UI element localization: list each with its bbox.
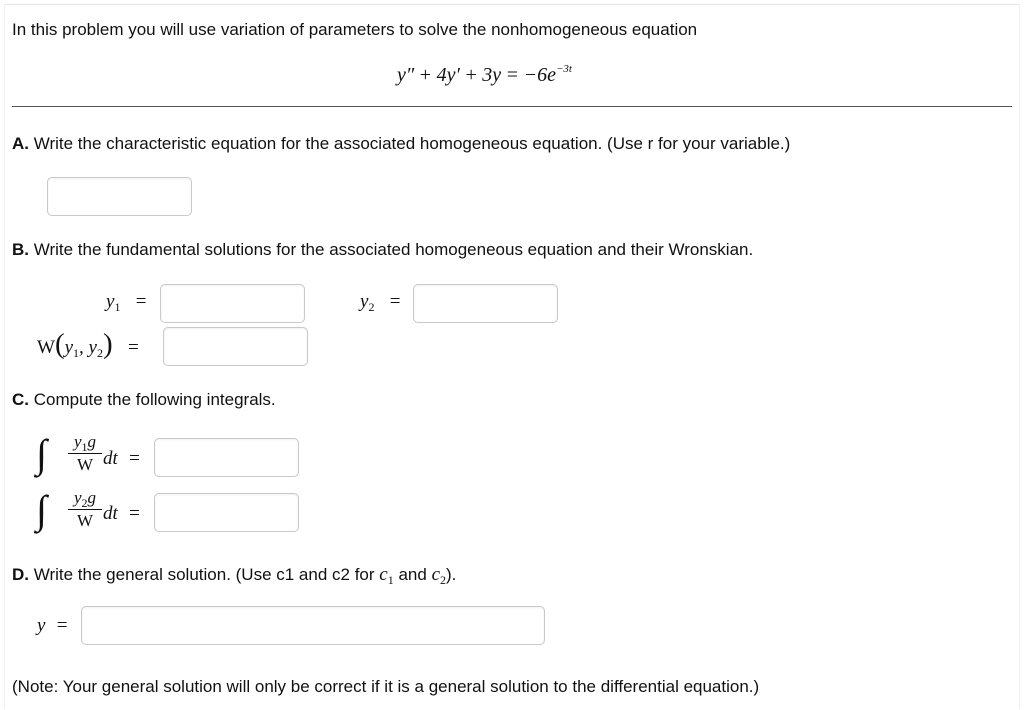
y2-label: $y_2$ =: [360, 291, 401, 314]
part-a-prompt: [12, 134, 790, 154]
part-a-letter: A.: [12, 134, 29, 153]
integral-sign-1: ∫: [36, 431, 47, 476]
part-c-prompt: [12, 390, 276, 410]
right-paren: ): [102, 328, 113, 360]
part-d-text: Write the general solution. (Use c1 and c2 for: [33, 565, 375, 584]
part-b-text: Write the fundamental solutions for the associated homogeneous equation and their Wronskian.: [33, 240, 754, 259]
integral-2-input[interactable]: [154, 493, 299, 532]
part-d-prompt: D. Write the general solution. (Use c1 and c2 for $c_1$ and $c_2$).: [12, 564, 457, 587]
part-b-letter: B.: [12, 240, 29, 259]
wronskian-input[interactable]: [163, 327, 308, 366]
eq-exponent: −3t: [555, 63, 572, 75]
eq-rhs: −6e: [523, 64, 556, 86]
part-d-letter: D.: [12, 565, 29, 584]
wronskian-w: W: [37, 337, 55, 358]
y1-label: $y_1$ =: [106, 291, 147, 314]
part-c-text: Compute the following integrals.: [33, 390, 276, 409]
eq-y-double-prime: y″: [397, 64, 415, 86]
eq-3y: 3y: [482, 64, 502, 86]
integral-sign-2: ∫: [36, 487, 47, 532]
fraction-2: $y_2g$ W: [68, 488, 102, 531]
problem-frame: [4, 4, 1020, 708]
eq-plus-1: +: [419, 64, 432, 86]
eq-equals: =: [506, 64, 519, 86]
y1-input[interactable]: [160, 284, 305, 323]
integral-2-dt: dt =: [103, 503, 140, 524]
characteristic-equation-input[interactable]: [47, 177, 192, 216]
fraction-1: $y_1g$ W: [68, 432, 102, 475]
main-equation: [397, 64, 572, 87]
eq-4y-prime: 4y′: [436, 64, 460, 86]
intro-text: In this problem you will use variation of parameters to solve the nonhomogeneous equation: [12, 20, 698, 39]
y2-input[interactable]: [413, 284, 558, 323]
note-text: (Note: Your general solution will only be correct if it is a general solution to the differential equation.): [12, 677, 760, 696]
left-paren: (: [54, 328, 65, 360]
divider: [12, 106, 1012, 107]
integral-1-input[interactable]: [154, 438, 299, 477]
part-b-prompt: [12, 240, 753, 260]
part-c-letter: C.: [12, 390, 29, 409]
wronskian-label: $W(y_1$, $y_2$) =: [37, 328, 139, 360]
general-solution-label: y =: [37, 615, 68, 636]
integral-1-dt: dt =: [103, 448, 140, 469]
eq-plus-2: +: [465, 64, 477, 86]
general-solution-input[interactable]: [81, 606, 545, 645]
part-a-text: Write the characteristic equation for the associated homogeneous equation. (Use r for your variable.): [33, 134, 791, 153]
